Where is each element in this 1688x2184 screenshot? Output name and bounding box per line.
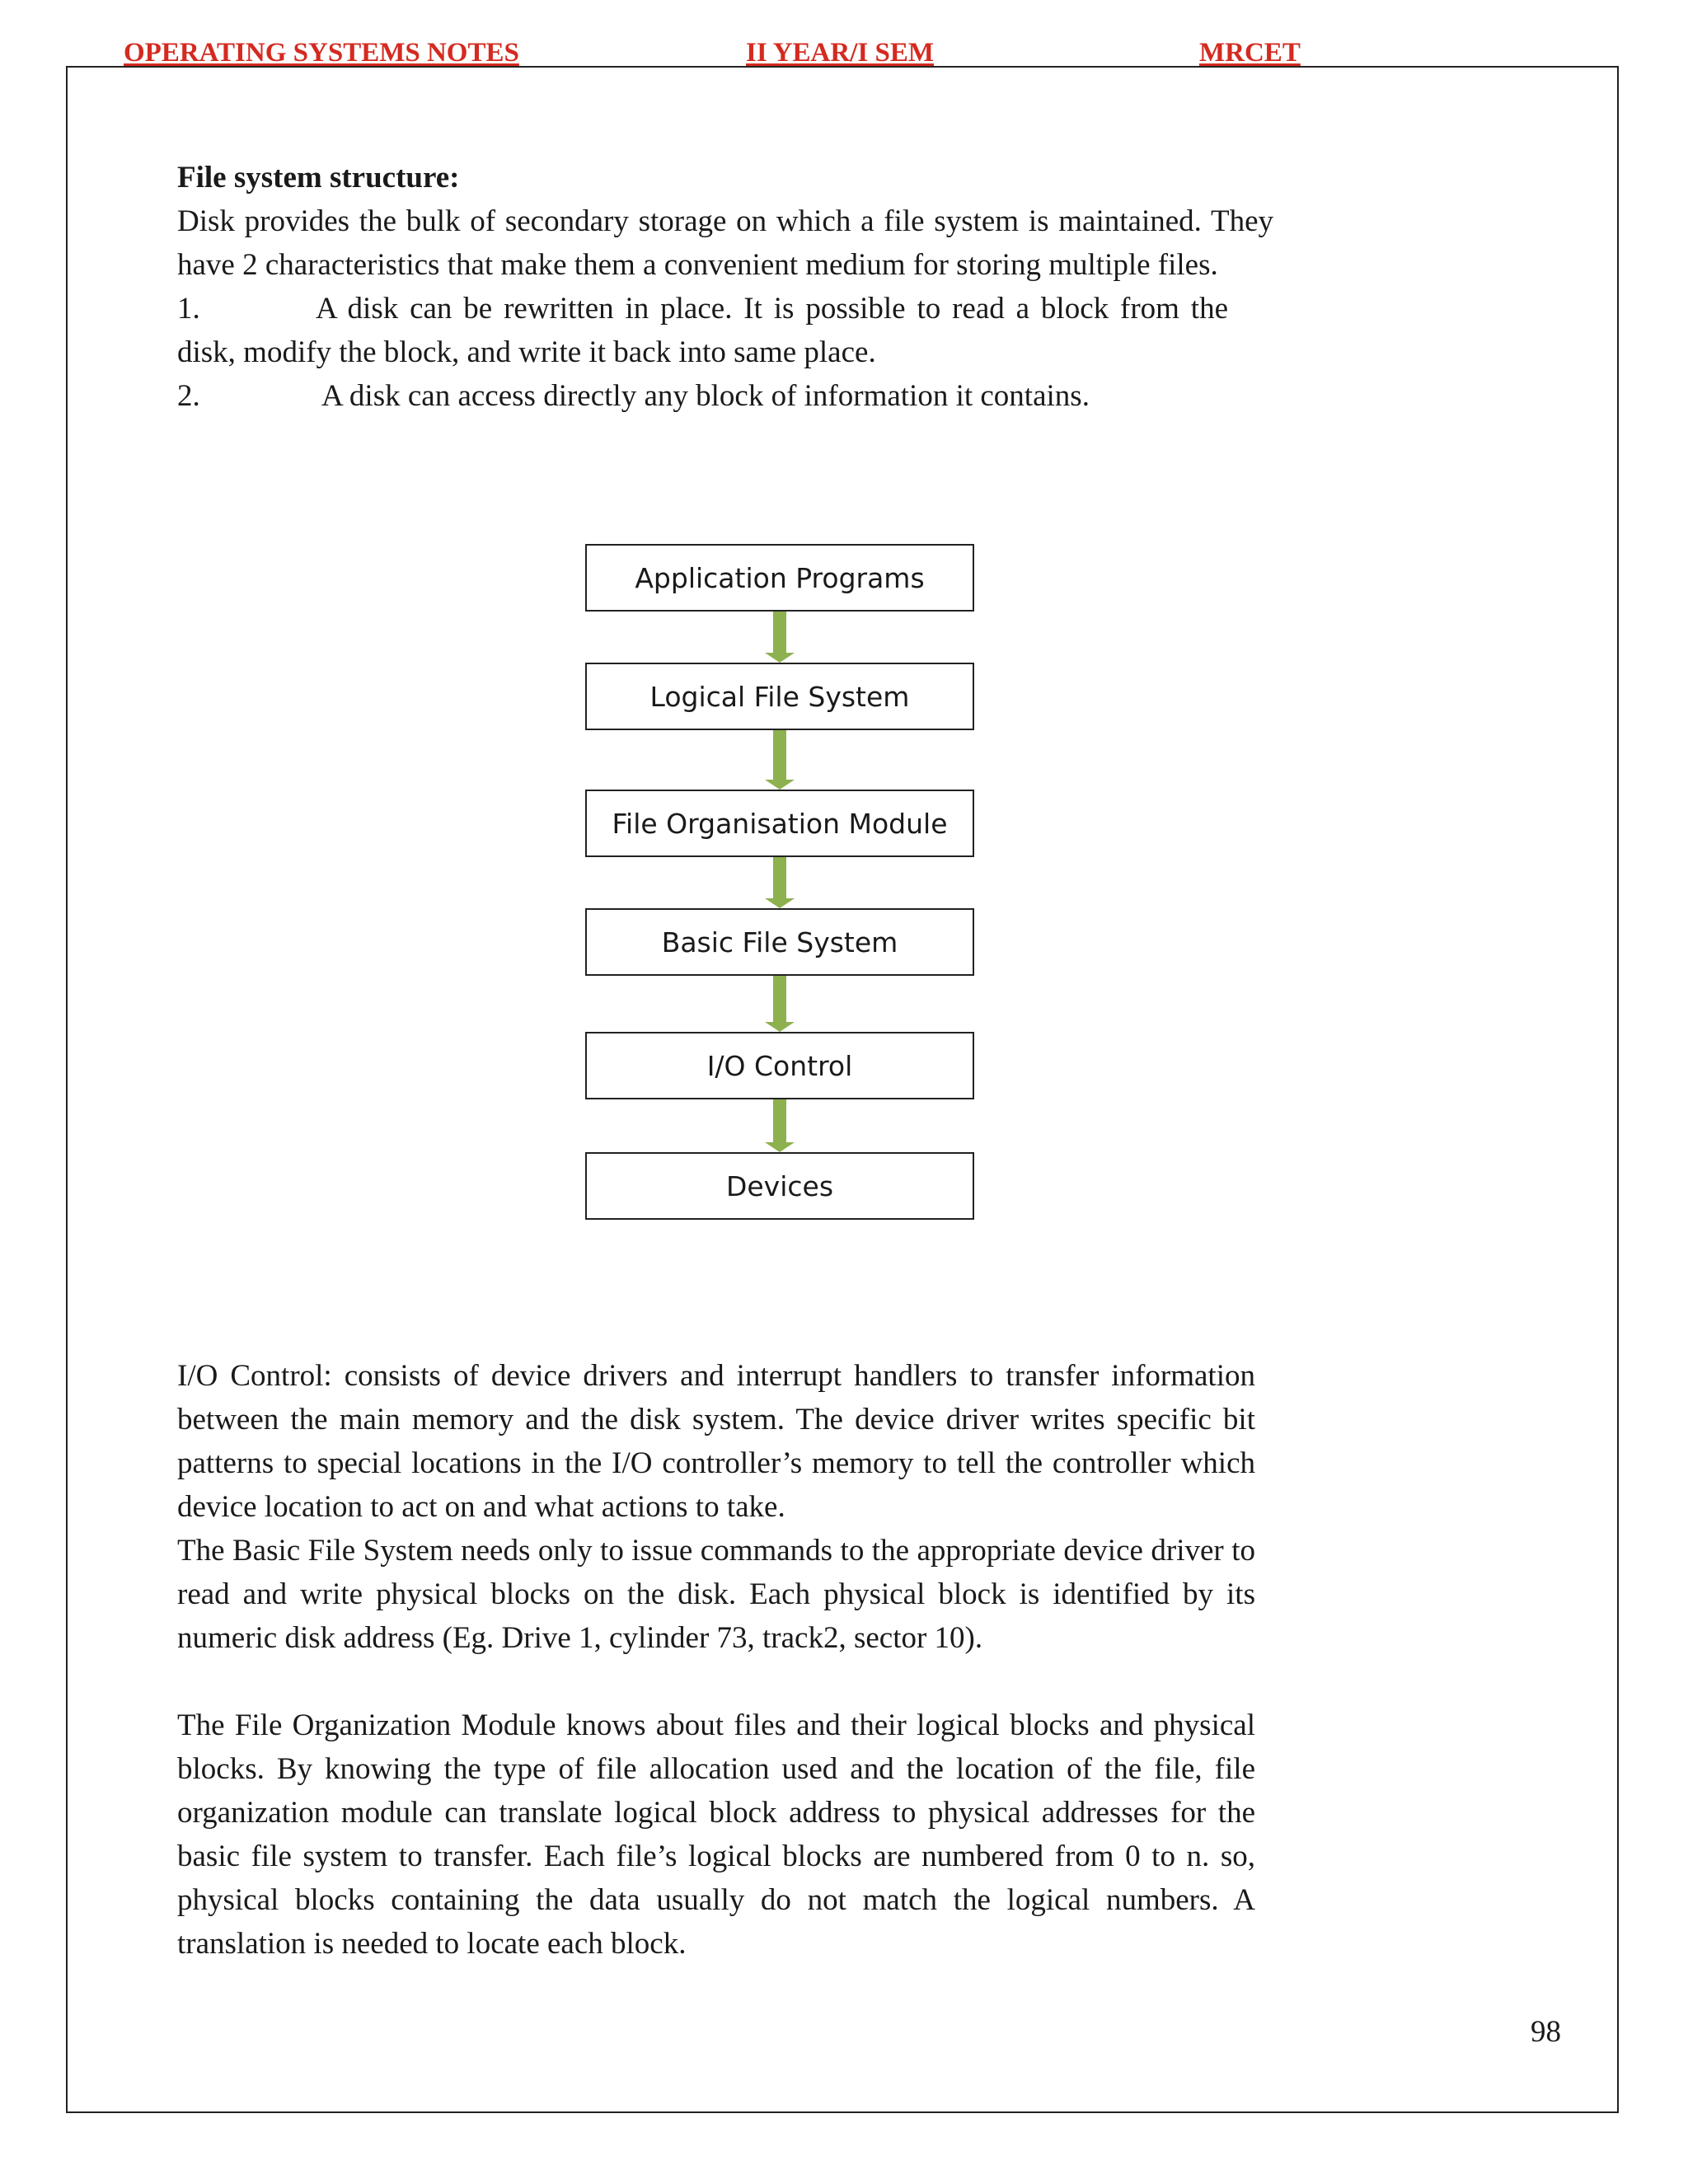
- intro-paragraph: Disk provides the bulk of secondary storage on which a file system is maintained. They have 2 characteristics that make them a convenient medium for storing multiple files.: [177, 204, 1273, 282]
- down-arrow-icon: [765, 612, 795, 663]
- basic-file-system-paragraph: The Basic File System needs only to issue commands to the appropriate device driver to read and write physical blocks on the disk. Each physical block is identified by its numeric disk address (Eg. Drive 1, cylinder 73, track2, sector 10).: [177, 1534, 1255, 1655]
- point-1: [177, 287, 1228, 374]
- header-college: MRCET: [1199, 38, 1301, 68]
- intro-section: [177, 156, 1273, 418]
- file-system-layers-diagram: [585, 544, 974, 1235]
- header-year: II YEAR/I SEM: [746, 38, 934, 68]
- section-heading: File system structure:: [177, 161, 460, 194]
- down-arrow-icon: [765, 976, 795, 1032]
- file-organization-paragraph: The File Organization Module knows about files and their logical blocks and physical blocks. By knowing the type of file allocation used and the location of the file, file organization module can translate logical block address to physical addresses for the basic file system to transfer. Each file’s logical blocks are numbered from 0 to n. so, physical blocks containing the data usually do not match the logical numbers. A translation is needed to locate each block.: [177, 1708, 1255, 1961]
- page-number: 98: [1531, 2015, 1561, 2049]
- layer-io-control: I/O Control: [585, 1032, 974, 1099]
- down-arrow-icon: [765, 857, 795, 908]
- layer-logical-file-system: Logical File System: [585, 663, 974, 730]
- point-2-text: A disk can access directly any block of information it contains.: [321, 379, 1090, 413]
- header-course: OPERATING SYSTEMS NOTES: [124, 38, 519, 68]
- point-2-number: 2.: [177, 379, 200, 413]
- down-arrow-icon: [765, 1099, 795, 1152]
- point-2: [177, 374, 1273, 418]
- layer-file-organisation-module: File Organisation Module: [585, 790, 974, 857]
- down-arrow-icon: [765, 730, 795, 790]
- body-section: [177, 1354, 1255, 1966]
- layer-basic-file-system: Basic File System: [585, 908, 974, 976]
- layer-devices: Devices: [585, 1152, 974, 1220]
- point-1-number: 1.: [177, 292, 200, 326]
- io-control-paragraph: I/O Control: consists of device drivers and interrupt handlers to transfer information between the main memory and the disk system. The device driver writes specific bit patterns to special locations in the I/O controller’s memory to tell the controller which device location to act on and what actions to take.: [177, 1359, 1255, 1524]
- point-1-text: A disk can be rewritten in place. It is possible to read a block from the disk, modify the block, and write it back into same place.: [177, 292, 1228, 369]
- spacer: [177, 1660, 1255, 1704]
- layer-application-programs: Application Programs: [585, 544, 974, 612]
